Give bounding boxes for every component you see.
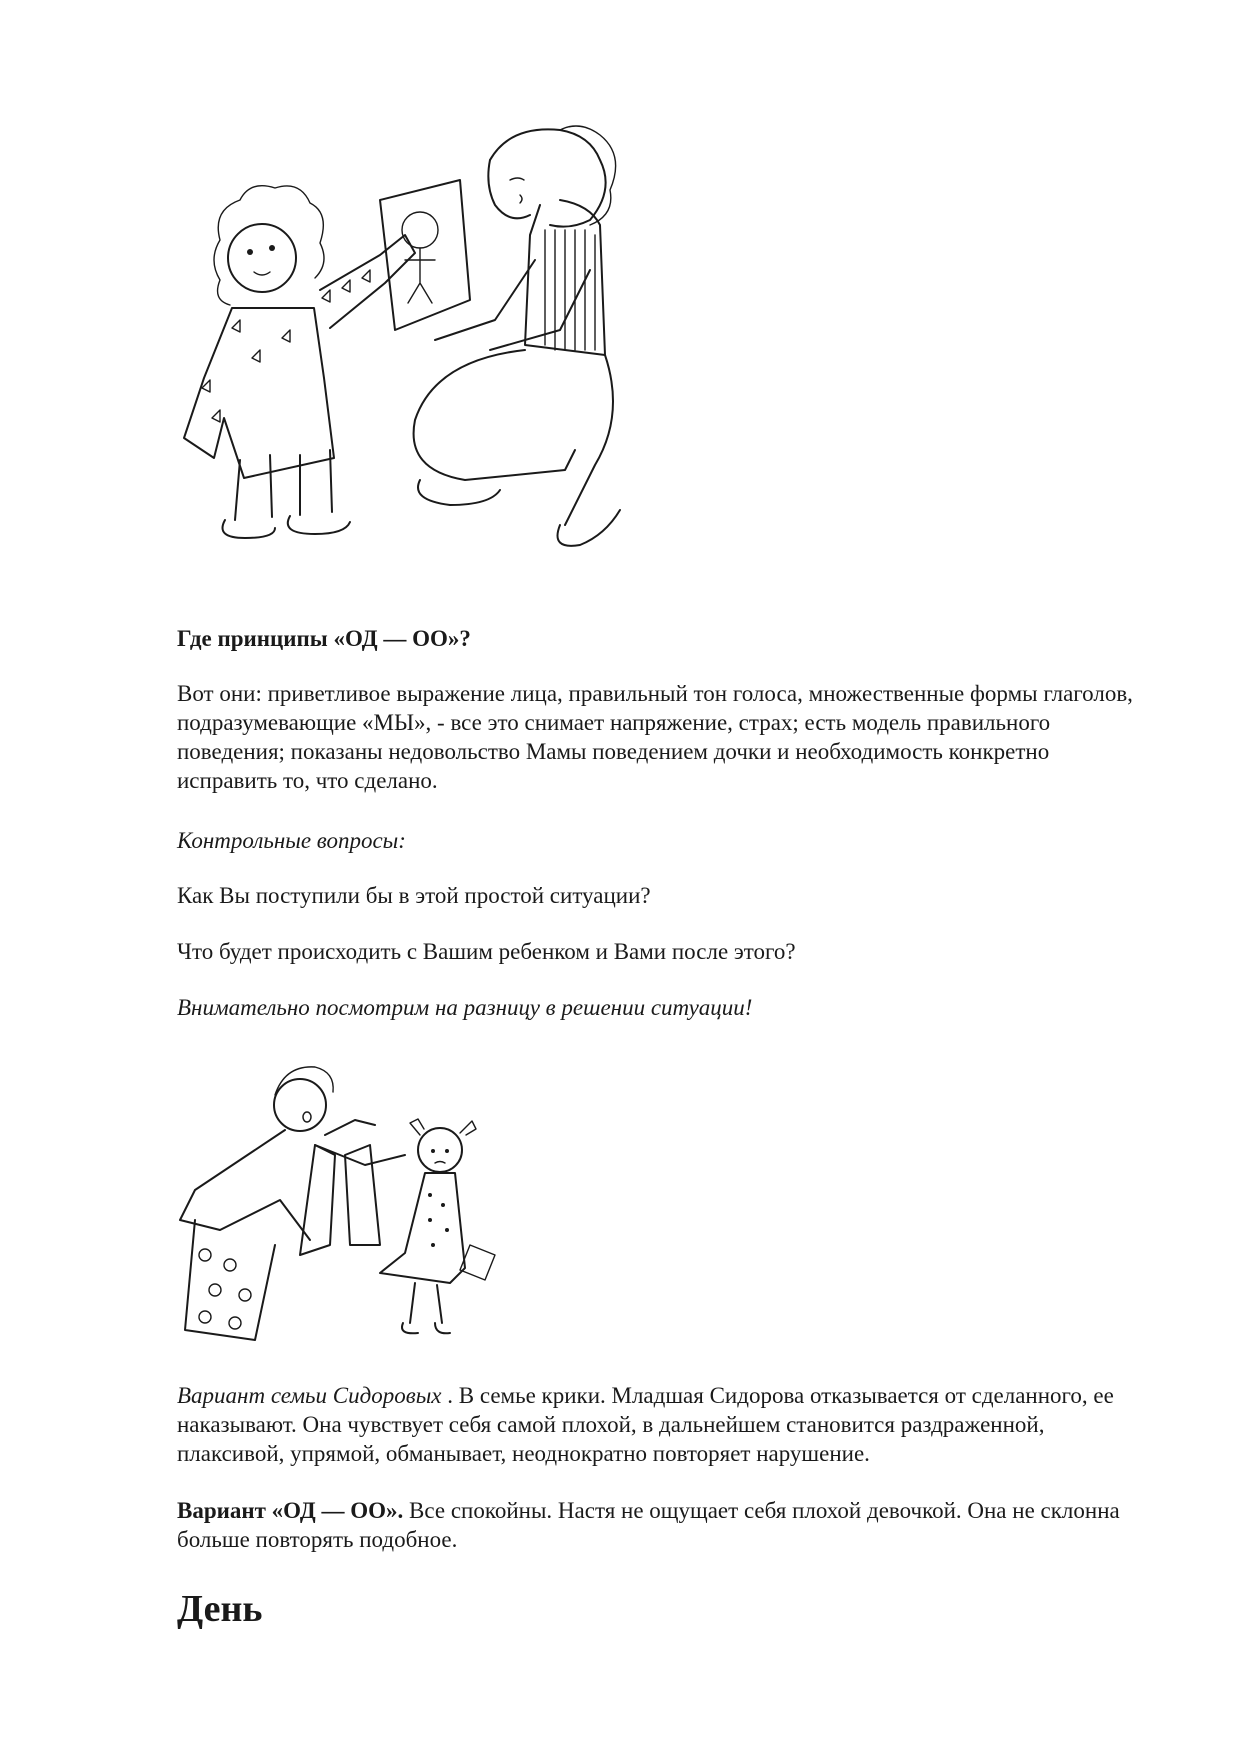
paragraph-principles: Вот они: приветливое выражение лица, правильный тон голоса, множественные формы глаголов, подразумевающие «МЫ», - все это снимает напряжение, страх; есть модель правильного поведения; показаны недовольство Мамы поведением дочки и необходимость конкретно исправить то, что сделано. — [177, 681, 1133, 793]
control-question-2: Что будет происходить с Вашим ребенком и Вами после этого? — [177, 939, 796, 964]
illustration-mother-and-daughter — [170, 120, 750, 600]
paragraph-sidorov-family — [177, 1381, 1137, 1468]
label-control-questions: Контрольные вопросы: — [177, 828, 406, 853]
illustration-mother-scolding-daughter — [175, 1055, 525, 1355]
heading-day: День — [177, 1588, 263, 1630]
odoo-text: Все спокойны. Настя не ощущает себя плохой девочкой. Она не склонна больше повторять подобное. — [177, 1498, 1120, 1552]
section-heading-principles: Где принципы «ОД — ОО»? — [177, 626, 471, 651]
paragraph-odoo-variant — [177, 1496, 1137, 1554]
control-question-1: Как Вы поступили бы в этой простой ситуации? — [177, 883, 651, 908]
sidorov-label: Вариант семьи Сидоровых — [177, 1383, 442, 1408]
sidorov-text: . В семье крики. Младшая Сидорова отказывается от сделанного, ее наказывают. Она чувствует себя самой плохой, в дальнейшем становится раздраженной, плаксивой, упрямой, обманывает, неоднократно повторяет нарушение. — [177, 1383, 1114, 1466]
odoo-label: Вариант «ОД — ОО». — [177, 1498, 404, 1523]
note-attention: Внимательно посмотрим на разницу в решении ситуации! — [177, 995, 753, 1020]
